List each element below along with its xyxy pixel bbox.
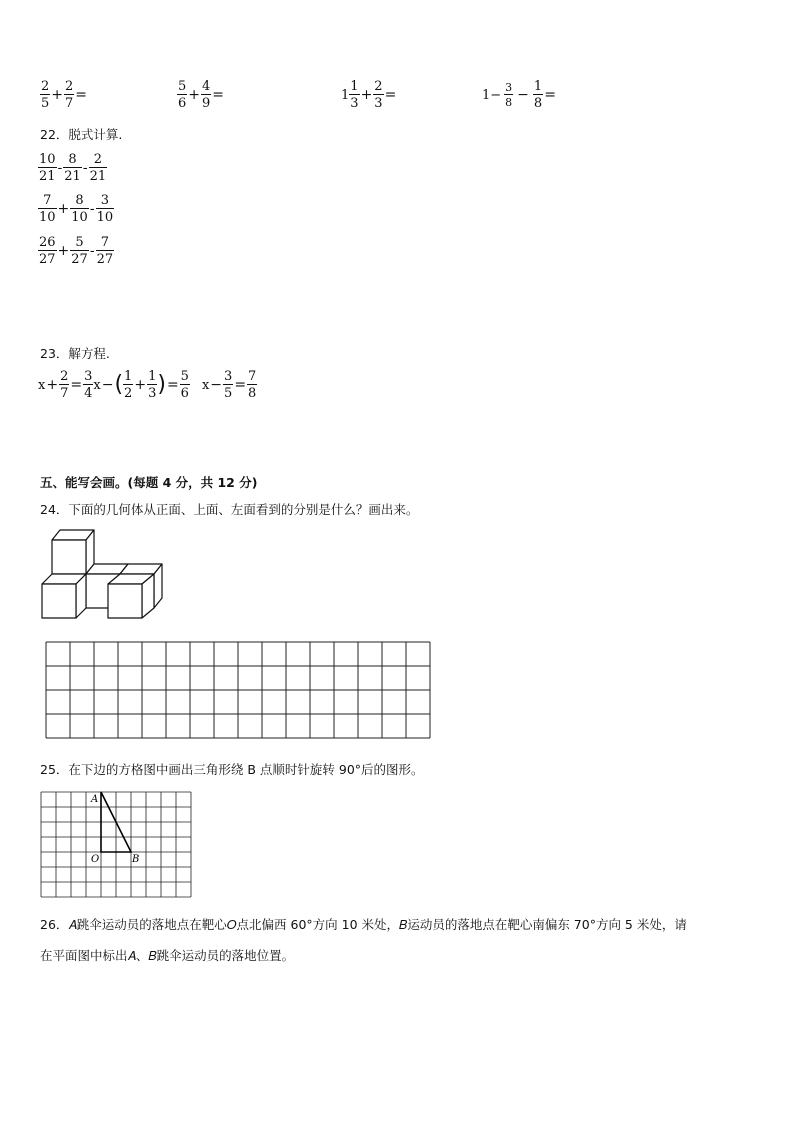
q21-item-1 <box>40 80 88 110</box>
fraction: $\frac{2}{3}$ <box>374 79 383 111</box>
equals: = <box>384 87 397 103</box>
q21-item-2 <box>177 80 225 110</box>
whole-number-minus: 1− <box>482 87 502 103</box>
equals: = <box>212 87 225 103</box>
paren-open: ( <box>114 372 124 397</box>
fraction: $\frac{4}{9}$ <box>202 79 211 111</box>
q21-item-4 <box>482 80 557 110</box>
q24-text: 24．下面的几何体从正面、上面、左面看到的分别是什么？画出来。 <box>40 502 419 517</box>
label-b: B <box>132 854 140 865</box>
q23-title: 23．解方程. <box>40 346 110 361</box>
equals: = <box>544 87 556 103</box>
q21-item-3 <box>341 80 397 110</box>
fraction: $\frac{3}{8}$ <box>505 81 513 109</box>
operator: + <box>51 87 64 103</box>
q22-line-3: $\frac{26}{27}$ + $\frac{5}{27}$ - $\frac{7}{27}$ <box>39 235 114 267</box>
q25-rotation-grid[interactable] <box>40 791 193 899</box>
cubes-figure <box>40 528 165 620</box>
q26-text-line-1: 26．𝐴跳伞运动员的落地点在靶心𝑂点北偏西 60°方向 10 米处，𝐵运动员的落地点在靶心南偏东 70°方向 5 米处，请 <box>40 917 687 932</box>
label-a: A <box>91 794 99 805</box>
operator: + <box>360 87 373 103</box>
q25-text: 25．在下边的方格图中画出三角形绕 B 点顺时针旋转 90°后的图形。 <box>40 762 424 777</box>
fraction: $\frac{2}{5}$ <box>41 79 50 111</box>
operator: − <box>517 87 529 103</box>
fraction: $\frac{2}{7}$ <box>65 79 74 111</box>
equals: = <box>75 87 88 103</box>
q24-answer-grid[interactable] <box>45 641 431 739</box>
q22-title: 22．脱式计算. <box>40 127 123 142</box>
operator: + <box>188 87 201 103</box>
paren-close: ) <box>157 372 166 397</box>
section-5-heading: 五、能写会画。(每题 4 分，共 12 分) <box>40 475 258 490</box>
whole-number: 1 <box>341 87 350 103</box>
q22-line-1: $\frac{10}{21}$ - $\frac{8}{21}$ - $\frac{2}{21}$ <box>39 152 107 184</box>
q23-equations: x + $\frac{2}{7}$ = $\frac{3}{4}$ x − ( $\frac{1}{2}$ + $\frac{1}{3}$ ) = $\frac{5}{6}$ x − $\frac{3}{5}$ = $\frac{7}{8}$ <box>38 369 257 401</box>
label-o: O <box>91 854 100 865</box>
fraction: $\frac{1}{3}$ <box>350 79 359 111</box>
fraction: $\frac{5}{6}$ <box>178 79 187 111</box>
q22-line-2: $\frac{7}{10}$ + $\frac{8}{10}$ - $\frac{3}{10}$ <box>39 193 114 225</box>
q26-text-line-2: 在平面图中标出𝐴、𝐵跳伞运动员的落地位置。 <box>40 948 295 963</box>
fraction: $\frac{1}{8}$ <box>533 79 543 111</box>
